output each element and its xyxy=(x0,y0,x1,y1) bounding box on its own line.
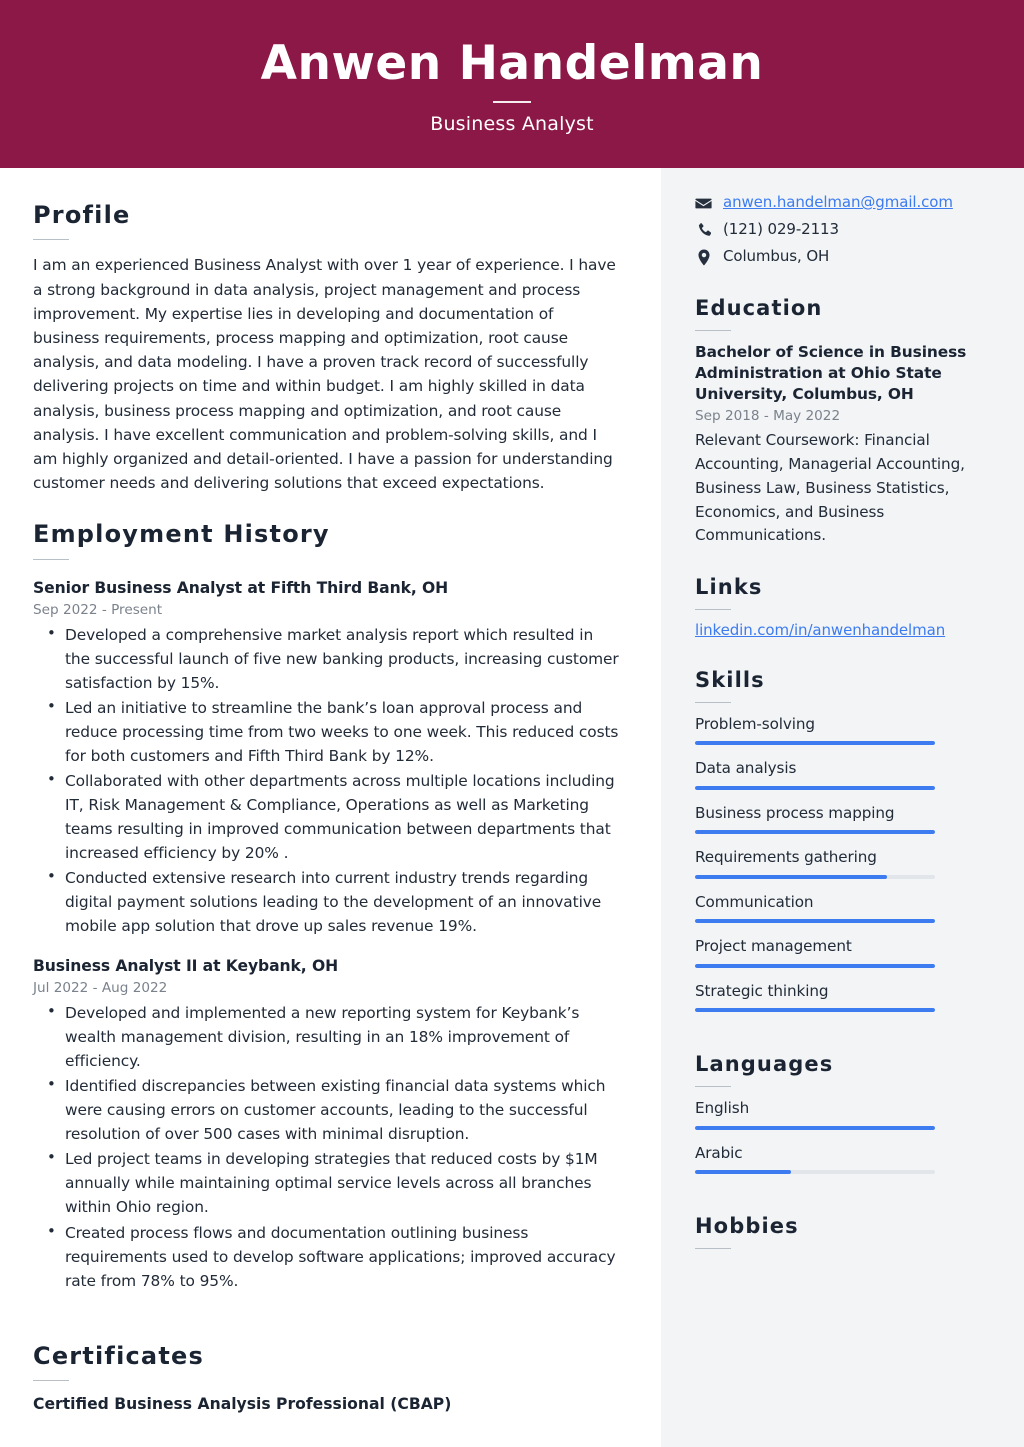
phone-icon xyxy=(695,222,712,239)
education-degree: Bachelor of Science in Business Administration at Ohio State University, Columbus, OH xyxy=(695,343,967,404)
phone-number: (121) 029-2113 xyxy=(723,220,839,239)
job-dates: Jul 2022 - Aug 2022 xyxy=(33,980,168,997)
contact-row-phone xyxy=(695,220,994,240)
contact-row-email[interactable] xyxy=(695,193,994,213)
section-divider xyxy=(695,1086,731,1087)
section-heading-profile: Profile xyxy=(33,201,131,229)
language-label: Arabic xyxy=(695,1143,743,1162)
section-heading-hobbies: Hobbies xyxy=(695,1214,799,1239)
profile-text: I am an experienced Business Analyst with over 1 year of experience. I have a strong background in data analysis, project management and process improvement. My expertise lies in developing and documentation of business requirements, process mapping and optimization, root cause analysis, and data modeling. I have a proven track record of successfully delivering projects on time and within budget. I am highly skilled in data analysis, business process mapping and optimization, and root cause analysis. I have excellent communication and problem-solving skills, and I am highly organized and detail-oriented. I have a passion for understanding customer needs and delivering solutions that exceed expectations. xyxy=(33,256,616,493)
section-languages xyxy=(695,1053,994,1174)
section-skills xyxy=(695,669,994,1013)
resume-header xyxy=(0,0,1024,168)
section-divider xyxy=(33,559,69,560)
skill-item xyxy=(695,936,994,968)
section-heading-languages: Languages xyxy=(695,1052,834,1077)
spacer xyxy=(695,641,994,669)
job-bullet: • Developed and implemented a new reporting system for Keybank’s wealth management division, resulting in an 18% improvement of efficiency. xyxy=(63,1001,621,1073)
language-label: English xyxy=(695,1099,750,1118)
skill-level-track xyxy=(695,1008,935,1012)
section-divider xyxy=(695,609,731,610)
section-links xyxy=(695,576,994,641)
main-column xyxy=(0,168,661,1447)
contact-row-location xyxy=(695,247,994,267)
section-divider xyxy=(695,702,731,703)
section-heading-employment: Employment History xyxy=(33,520,330,549)
section-hobbies xyxy=(695,1215,994,1249)
job-bullet-list xyxy=(33,1001,621,1292)
skill-level-track xyxy=(695,830,935,834)
skill-item xyxy=(695,892,994,924)
skill-level-track xyxy=(695,919,935,923)
skill-label: Business process mapping xyxy=(695,803,895,822)
location-pin-icon xyxy=(695,249,712,266)
skill-level-track xyxy=(695,875,935,879)
job-bullet: • Conducted extensive research into current industry trends regarding digital payment solutions leading to the development of an innovative mobile app solution that drove up sales revenue 19%. xyxy=(63,866,621,938)
skill-level-fill xyxy=(695,919,935,923)
language-item xyxy=(695,1098,994,1130)
resume-body xyxy=(0,168,1024,1447)
language-level-fill xyxy=(695,1170,791,1174)
certificate-title: Certified Business Analysis Professional (CBAP) xyxy=(33,1394,452,1413)
skill-level-fill xyxy=(695,741,935,745)
language-level-track xyxy=(695,1126,935,1130)
envelope-icon xyxy=(695,195,712,212)
job-bullet: • Led project teams in developing strategies that reduced costs by $1M annually while maintaining optimal service levels across all branches within Ohio region. xyxy=(63,1147,621,1219)
skill-item xyxy=(695,758,994,790)
sidebar-column xyxy=(661,168,1024,1447)
section-divider xyxy=(695,1248,731,1249)
section-heading-skills: Skills xyxy=(695,667,765,692)
skill-label: Strategic thinking xyxy=(695,981,829,1000)
skill-item xyxy=(695,847,994,879)
skill-label: Project management xyxy=(695,937,852,956)
language-item xyxy=(695,1143,994,1175)
skill-label: Problem-solving xyxy=(695,714,815,733)
job-title: Business Analyst II at Keybank, OH xyxy=(33,957,339,976)
job-bullet: • Created process flows and documentation outlining business requirements used to develop software applications; improved accuracy rate from 78% to 95%. xyxy=(63,1221,621,1293)
section-divider xyxy=(695,330,731,331)
skill-level-fill xyxy=(695,875,887,879)
spacer xyxy=(695,1187,994,1215)
spacer xyxy=(33,1315,621,1343)
skill-level-fill xyxy=(695,786,935,790)
skill-item xyxy=(695,803,994,835)
location-text: Columbus, OH xyxy=(723,247,830,266)
section-heading-certificates: Certificates xyxy=(33,1341,204,1370)
header-divider xyxy=(493,101,531,103)
skill-label: Requirements gathering xyxy=(695,848,877,867)
section-employment-history xyxy=(33,521,621,1292)
skill-level-track xyxy=(695,741,935,745)
education-dates: Sep 2018 - May 2022 xyxy=(695,408,841,425)
employment-entry xyxy=(33,578,621,938)
language-level-fill xyxy=(695,1126,935,1130)
skill-level-fill xyxy=(695,1008,935,1012)
job-title: Senior Business Analyst at Fifth Third Bank, OH xyxy=(33,578,449,597)
employment-entry xyxy=(33,956,621,1292)
skill-label: Data analysis xyxy=(695,759,797,778)
language-level-track xyxy=(695,1170,935,1174)
skill-item xyxy=(695,714,994,746)
header-job-title: Business Analyst xyxy=(430,112,594,135)
section-profile xyxy=(33,202,621,495)
job-bullet: • Collaborated with other departments across multiple locations including IT, Risk Management & Compliance, Operations as well as Marketing teams resulting in improved communication between departments that increased efficiency by 20% . xyxy=(63,769,621,865)
skill-item xyxy=(695,981,994,1013)
job-bullet: • Identified discrepancies between existing financial data systems which were causing errors on customer accounts, leading to the successful resolution of over 500 cases with minimal disruption. xyxy=(63,1074,621,1146)
section-divider xyxy=(33,1380,69,1381)
job-dates: Sep 2022 - Present xyxy=(33,601,163,618)
spacer xyxy=(695,1025,994,1053)
job-bullet-list xyxy=(33,623,621,938)
skill-level-fill xyxy=(695,964,935,968)
skill-level-fill xyxy=(695,830,935,834)
page-title: Anwen Handelman xyxy=(260,36,764,92)
job-bullet: • Developed a comprehensive market analysis report which resulted in the successful launch of five new banking products, increasing customer satisfaction by 15%. xyxy=(63,623,621,695)
section-certificates xyxy=(33,1343,621,1415)
section-education xyxy=(695,297,994,548)
skill-level-track xyxy=(695,964,935,968)
email-link[interactable]: anwen.handelman@gmail.com xyxy=(723,193,953,212)
skill-label: Communication xyxy=(695,892,814,911)
skill-level-track xyxy=(695,786,935,790)
education-description: Relevant Coursework: Financial Accounting, Managerial Accounting, Business Law, Business Statistics, Economics, and Business Communications. xyxy=(695,431,965,545)
linkedin-link[interactable]: linkedin.com/in/anwenhandelman xyxy=(695,621,946,640)
job-bullet: • Led an initiative to streamline the bank’s loan approval process and reduce processing time from two weeks to one week. This reduced costs for both customers and Fifth Third Bank by 12%. xyxy=(63,696,621,768)
spacer xyxy=(695,548,994,576)
section-divider xyxy=(33,239,69,240)
contact-details xyxy=(695,193,994,267)
section-heading-links: Links xyxy=(695,574,763,599)
section-heading-education: Education xyxy=(695,296,823,320)
